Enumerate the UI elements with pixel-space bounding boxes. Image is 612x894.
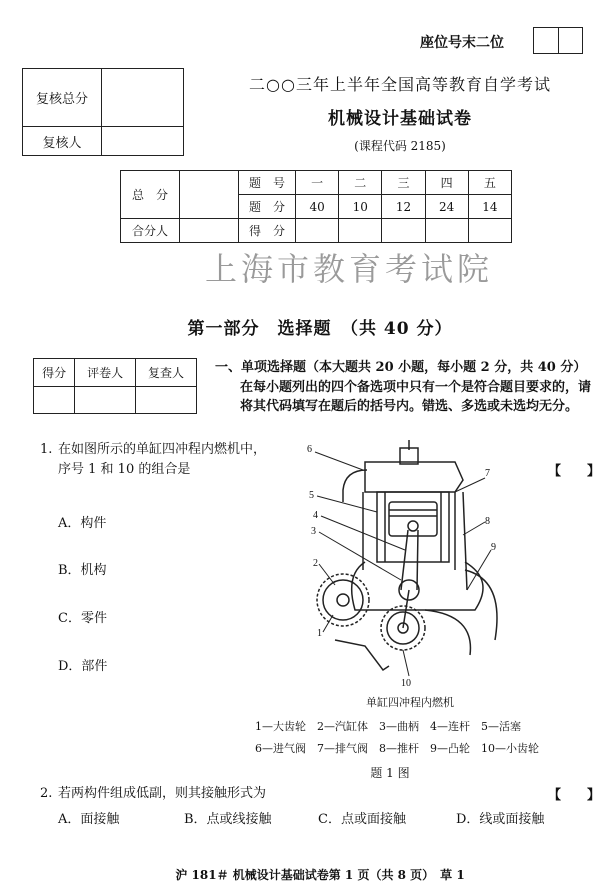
question-1-option-d[interactable]: D．部件 (58, 659, 108, 674)
question-points: 10 (339, 195, 382, 219)
callout-6: 6 (307, 444, 312, 455)
question-2-text: 若两构件组成低副，则其接触形式为 (58, 786, 267, 801)
callout-4: 4 (313, 510, 318, 521)
callout-7: 7 (485, 468, 490, 479)
callout-10: 10 (401, 678, 411, 689)
grader-header: 复查人 (136, 359, 197, 387)
question-number: 四 (425, 171, 468, 195)
question-1-option-c[interactable]: C．零件 (58, 611, 107, 626)
grader-cell[interactable] (34, 387, 75, 414)
question-2-number: 2. (40, 786, 53, 801)
score-cell[interactable] (382, 219, 425, 243)
callout-5: 5 (309, 490, 314, 501)
question-points-label: 题 分 (239, 195, 296, 219)
exam-title: 二○○三年上半年全国高等教育自学考试 (249, 75, 551, 94)
review-total-label: 复核总分 (23, 69, 102, 127)
score-table (120, 170, 512, 243)
course-code: (课程代码 2185) (354, 139, 446, 153)
callout-8: 8 (485, 516, 490, 527)
question-points: 40 (296, 195, 339, 219)
question-points: 24 (425, 195, 468, 219)
question-1-line2: 序号 1 和 10 的组合是 (58, 462, 191, 477)
question-number: 三 (382, 171, 425, 195)
question-1-text (58, 440, 298, 480)
question-2-option-b[interactable]: B．点或线接触 (184, 812, 272, 827)
score-cell[interactable] (339, 219, 382, 243)
callout-1: 1 (317, 628, 322, 639)
figure-label: 题 1 图 (370, 766, 410, 780)
question-1-option-a[interactable]: A．构件 (58, 516, 107, 531)
question-number: 一 (296, 171, 339, 195)
part-title: 第一部分 选择题 （共 40 分） (187, 319, 453, 339)
score-cell[interactable] (296, 219, 339, 243)
score-label: 得 分 (239, 219, 296, 243)
question-1-line1: 在如图所示的单缸四冲程内燃机中， (58, 442, 267, 457)
page-footer: 沪 181＃ 机械设计基础试卷第 1 页（共 8 页） 草 1 (175, 868, 465, 882)
question-points: 12 (382, 195, 425, 219)
scorer-cell[interactable] (180, 219, 239, 243)
total-score-label: 总 分 (121, 171, 180, 219)
question-points: 14 (468, 195, 511, 219)
score-cell[interactable] (425, 219, 468, 243)
figure-legend-row-2: 6—进气阀 7—排气阀 8—推杆 9—凸轮 10—小齿轮 (255, 742, 539, 755)
review-total-cell[interactable] (102, 69, 184, 127)
figure-caption: 单缸四冲程内燃机 (366, 696, 454, 709)
question-2-option-d[interactable]: D．线或面接触 (456, 812, 545, 827)
question-2-answer-bracket[interactable]: 【 】 (548, 788, 601, 803)
question-1-number: 1. (40, 442, 53, 457)
grader-header: 得分 (34, 359, 75, 387)
figure-legend-row-1: 1—大齿轮 2—汽缸体 3—曲柄 4—连杆 5—活塞 (255, 720, 521, 733)
callout-2: 2 (313, 558, 318, 569)
question-2-option-c[interactable]: C．点或面接触 (318, 812, 406, 827)
reviewer-label: 复核人 (23, 127, 102, 156)
question-number: 二 (339, 171, 382, 195)
section-instructions: 在每小题列出的四个备选项中只有一个是符合题目要求的，请将其代码填写在题后的括号内。错选、多选或未选均无分。 (240, 380, 592, 414)
grader-box (33, 358, 197, 414)
score-cell[interactable] (468, 219, 511, 243)
seat-number-label: 座位号末二位 (420, 35, 504, 51)
question-1-option-b[interactable]: B．机构 (58, 563, 107, 578)
callout-9: 9 (491, 542, 496, 553)
watermark: 上海市教育考试院 (205, 250, 494, 288)
section-heading: 一、单项选择题（本大题共 20 小题，每小题 2 分，共 40 分） (215, 360, 587, 375)
scorer-label: 合分人 (121, 219, 180, 243)
paper-title: 机械设计基础试卷 (328, 109, 472, 129)
total-score-cell[interactable] (180, 171, 239, 219)
review-box (22, 68, 184, 156)
grader-header: 评卷人 (75, 359, 136, 387)
engine-diagram (305, 440, 515, 690)
grader-cell[interactable] (136, 387, 197, 414)
seat-number-boxes[interactable] (533, 27, 583, 54)
question-2-option-a[interactable]: A．面接触 (58, 812, 120, 827)
grader-cell[interactable] (75, 387, 136, 414)
question-number-label: 题 号 (239, 171, 296, 195)
reviewer-cell[interactable] (102, 127, 184, 156)
question-number: 五 (468, 171, 511, 195)
callout-3: 3 (311, 526, 316, 537)
question-1-answer-bracket[interactable]: 【 】 (548, 464, 601, 479)
